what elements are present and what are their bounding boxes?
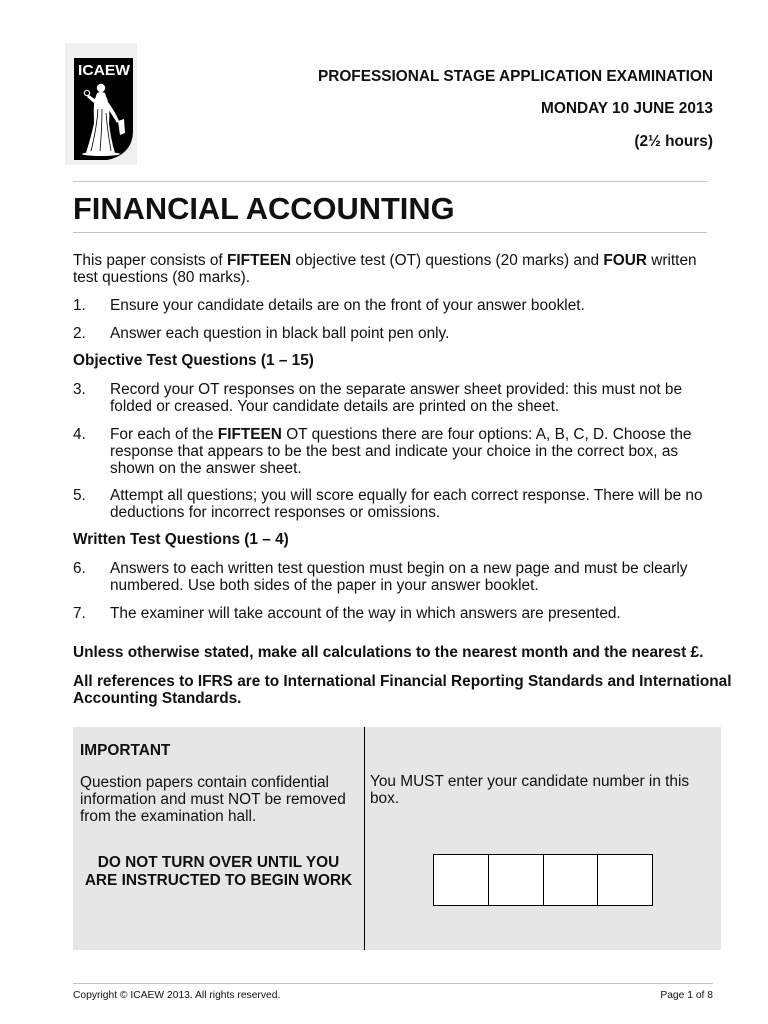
candidate-instruction-line: box.: [370, 790, 400, 807]
box-divider: [364, 727, 365, 950]
page-number: Page 1 of 8: [660, 990, 713, 1001]
text-segment: objective test (OT) questions (20 marks) and: [291, 252, 604, 269]
instruction-item: [73, 560, 733, 594]
copyright-notice: Copyright © ICAEW 2013. All rights reserved.: [73, 990, 281, 1001]
candidate-number-cell: [544, 855, 599, 905]
logo-wordmark: ICAEW: [78, 62, 131, 79]
item-text: [73, 297, 733, 314]
text-segment: This paper consists of: [73, 252, 227, 269]
item-number: 3.: [73, 381, 86, 398]
instruction-item: [73, 325, 733, 342]
warning-line: DO NOT TURN OVER UNTIL YOU: [97, 854, 340, 871]
candidate-number-cell: [489, 855, 544, 905]
intro-line-2: test questions (80 marks).: [73, 269, 251, 286]
intro-paragraph: [73, 252, 697, 286]
ot-heading-text: Objective Test Questions (1 – 15): [73, 352, 314, 369]
item-text-line: folded or creased. Your candidate details are printed on the sheet.: [110, 398, 560, 415]
candidate-number-instruction: [370, 773, 689, 807]
ot-count: FIFTEEN: [226, 252, 292, 269]
item-text-line: Answer each question in black ball point pen only.: [110, 325, 450, 342]
do-not-turn-over-warning: [73, 854, 364, 890]
instruction-item: [73, 605, 733, 622]
text-segment: For each of the: [110, 426, 218, 443]
wt-count: FOUR: [603, 252, 647, 269]
item-text: [73, 605, 733, 622]
ot-count: FIFTEEN: [217, 426, 282, 443]
instruction-item: [73, 487, 733, 521]
item-number: 5.: [73, 487, 86, 504]
ifrs-note: [73, 673, 732, 707]
candidate-number-box: [433, 854, 653, 906]
paper-title: FINANCIAL ACCOUNTING: [73, 191, 455, 226]
calculation-note-text: Unless otherwise stated, make all calculations to the nearest month and the nearest £.: [73, 644, 704, 661]
text-segment: written: [646, 252, 697, 269]
intro-line-1: [73, 252, 697, 269]
exam-name: PROFESSIONAL STAGE APPLICATION EXAMINATION: [317, 68, 713, 85]
ifrs-note-line: All references to IFRS are to International Financial Reporting Standards and International: [73, 673, 732, 690]
important-box: [73, 727, 721, 950]
ot-section-heading: [73, 352, 314, 369]
confidential-line: Question papers contain confidential: [80, 774, 329, 791]
confidential-line: information and must NOT be removed: [80, 791, 346, 808]
confidential-notice: [80, 774, 346, 825]
item-text: [73, 381, 733, 415]
item-text: [73, 426, 733, 477]
header-rule: [73, 181, 707, 182]
confidential-line: from the examination hall.: [80, 808, 257, 825]
instruction-item: [73, 381, 733, 415]
item-text: [73, 487, 733, 521]
important-heading: [80, 742, 170, 759]
candidate-instruction-line: You MUST enter your candidate number in this: [370, 773, 690, 790]
footer-rule: [73, 983, 713, 984]
instruction-item: [73, 426, 733, 477]
item-text-line: [110, 426, 733, 443]
wt-heading-text: Written Test Questions (1 – 4): [73, 531, 289, 548]
exam-duration: (2½ hours): [634, 133, 713, 150]
item-text-line: Record your OT responses on the separate answer sheet provided: this must not be: [110, 381, 683, 398]
item-number: 2.: [73, 325, 86, 342]
instruction-item: [73, 297, 733, 314]
item-text-line: numbered. Use both sides of the paper in your answer booklet.: [110, 577, 539, 594]
item-number: 4.: [73, 426, 86, 443]
warning-line: ARE INSTRUCTED TO BEGIN WORK: [84, 872, 353, 889]
item-number: 1.: [73, 297, 86, 314]
item-text-line: Answers to each written test question must begin on a new page and must be clearly: [110, 560, 688, 577]
item-text-line: deductions for incorrect responses or omissions.: [110, 504, 441, 521]
item-text: [73, 560, 733, 594]
title-rule: [73, 232, 707, 233]
icaew-logo: [65, 43, 137, 165]
item-text-line: Attempt all questions; you will score equally for each correct response. There will be no: [110, 487, 703, 504]
exam-date: MONDAY 10 JUNE 2013: [541, 100, 713, 117]
candidate-number-cell: [598, 855, 652, 905]
wt-section-heading: [73, 531, 289, 548]
item-text-line: The examiner will take account of the way in which answers are presented.: [110, 605, 621, 622]
text-segment: OT questions there are four options: A, B, C, D. Choose the: [281, 426, 692, 443]
ifrs-note-line: Accounting Standards.: [73, 690, 242, 707]
item-text-line: Ensure your candidate details are on the front of your answer booklet.: [110, 297, 585, 314]
item-number: 6.: [73, 560, 86, 577]
important-heading-text: IMPORTANT: [80, 742, 171, 759]
candidate-number-cell: [434, 855, 489, 905]
item-text-line: response that appears to be the best and indicate your choice in the correct box, as: [110, 443, 679, 460]
item-text: [73, 325, 733, 342]
item-text-line: shown on the answer sheet.: [110, 460, 302, 477]
calculation-note: [73, 644, 703, 661]
item-number: 7.: [73, 605, 86, 622]
